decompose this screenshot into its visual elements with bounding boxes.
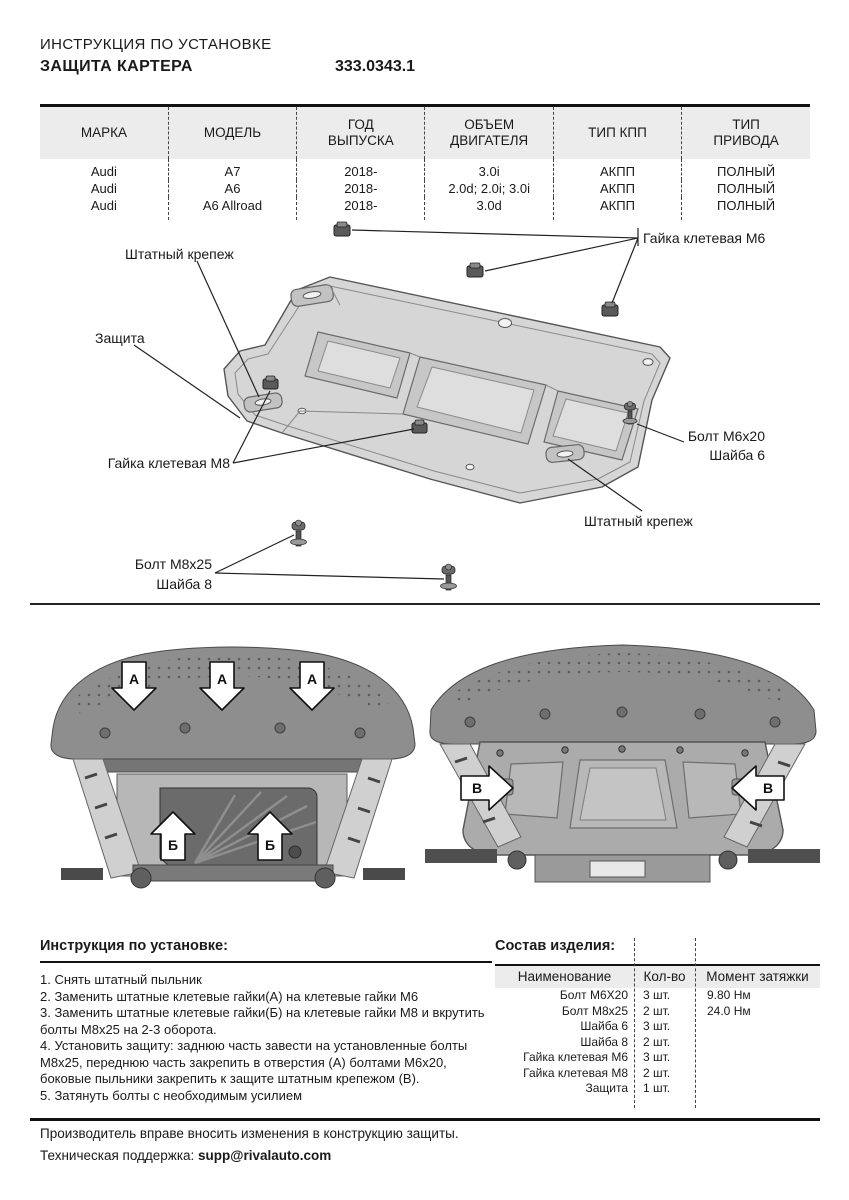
- label-washer-8: Шайба 8: [156, 576, 212, 592]
- skid-plate-drawing: [0, 215, 849, 607]
- cell-model: A6 Allroad: [168, 197, 296, 220]
- parts-heading: Состав изделия:: [495, 938, 616, 954]
- col-torque: Момент затяжки: [706, 969, 809, 984]
- support-email: supp@rivalauto.com: [198, 1148, 332, 1163]
- cell-year: 2018-: [297, 180, 425, 197]
- arrow-letter-v: В: [762, 780, 774, 796]
- col-drive: ТИП ПРИВОДА: [682, 107, 810, 159]
- label-bolt-m6x20: Болт М6х20: [687, 428, 765, 444]
- cell-drive: ПОЛНЫЙ: [682, 180, 810, 197]
- instruction-step: 4. Установить защиту: заднюю часть завести на установленные болты М8х25, переднюю часть закрепить в отверстия (А) болтами М6х20, боковые пыльники закрепить к защите штатным крепежом (В).: [40, 1038, 468, 1086]
- cell-gearbox: АКПП: [553, 159, 681, 180]
- label-washer-6: Шайба 6: [709, 447, 765, 463]
- instruction-step: 1. Снять штатный пыльник: [40, 972, 202, 987]
- document-title: ИНСТРУКЦИЯ ПО УСТАНОВКЕ: [40, 36, 272, 53]
- cage-nut-m6-icon: [467, 263, 483, 277]
- cell-drive: ПОЛНЫЙ: [682, 159, 810, 180]
- cell-gearbox: АКПП: [553, 197, 681, 220]
- cell-gearbox: АКПП: [553, 180, 681, 197]
- col-engine: ОБЪЕМ ДВИГАТЕЛЯ: [425, 107, 553, 159]
- footer-support: [40, 1148, 331, 1163]
- installation-instructions: [40, 938, 492, 1104]
- cell-engine: 2.0d; 2.0i; 3.0i: [425, 180, 553, 197]
- bolt-m8x25-icon: [441, 564, 457, 590]
- parts-list: [495, 938, 820, 1108]
- photo-underbody-before: [45, 628, 420, 898]
- parts-row: Гайка клетевая М6 3 шт.: [523, 1050, 671, 1064]
- col-brand: МАРКА: [40, 107, 168, 159]
- cell-engine: 3.0i: [425, 159, 553, 180]
- fitment-table: [40, 104, 810, 220]
- cell-drive: ПОЛНЫЙ: [682, 197, 810, 220]
- col-year: ГОД ВЫПУСКА: [297, 107, 425, 159]
- footer-disclaimer: Производитель вправе вносить изменения в конструкцию защиты.: [40, 1126, 459, 1141]
- label-factory-fastener-top: Штатный крепеж: [125, 246, 234, 262]
- fitment-header-row: [40, 107, 810, 159]
- col-model: МОДЕЛЬ: [168, 107, 296, 159]
- footer-support-label: Техническая поддержка:: [40, 1148, 199, 1163]
- cell-engine: 3.0d: [425, 197, 553, 220]
- parts-row: Шайба 8 2 шт.: [580, 1034, 671, 1049]
- arrow-letter-a: А: [128, 671, 140, 687]
- parts-row: Болт М6Х20 3 шт. 9.80 Нм: [559, 988, 751, 1002]
- instruction-step: 5. Затянуть болты с необходимым усилием: [40, 1087, 303, 1103]
- fitment-row: [40, 159, 810, 180]
- cage-nut-m6-icon: [602, 302, 618, 316]
- arrow-letter-b: Б: [167, 837, 179, 853]
- instruction-step: 3. Заменить штатные клетевые гайки(Б) на клетевые гайки М8 и вкрутить болты М8х25 на 2-3 оборота.: [40, 1005, 485, 1037]
- col-name: Наименование: [517, 969, 612, 984]
- col-gearbox: ТИП КПП: [553, 107, 681, 159]
- label-guard: Защита: [95, 330, 145, 346]
- cage-nut-m6-icon: [334, 222, 350, 236]
- cell-brand: Audi: [90, 198, 117, 213]
- instructions-heading: Инструкция по установке:: [40, 938, 492, 963]
- cell-model: A6: [168, 180, 296, 197]
- cell-year: 2018-: [297, 197, 425, 220]
- col-qty: Кол-во: [643, 969, 686, 984]
- instruction-step: 2. Заменить штатные клетевые гайки(А) на клетевые гайки М6: [40, 988, 419, 1004]
- bumper: [430, 645, 816, 744]
- cell-year: 2018-: [297, 159, 425, 180]
- section-divider: [30, 603, 820, 605]
- parts-row: Защита 1 шт.: [585, 1081, 671, 1095]
- parts-header-row: [495, 966, 820, 988]
- fitment-row: [40, 180, 810, 197]
- parts-row: Гайка клетевая М8 2 шт.: [523, 1065, 671, 1080]
- label-factory-fastener-bottom: Штатный крепеж: [584, 513, 693, 529]
- label-cage-nut-m6: Гайка клетевая М6: [643, 230, 766, 246]
- bolt-m8x25-icon: [291, 520, 307, 546]
- parts-row: Шайба 6 3 шт.: [580, 1019, 671, 1033]
- front-crossmember: [100, 759, 365, 772]
- label-cage-nut-m8: Гайка клетевая М8: [107, 455, 230, 471]
- arrow-letter-a: А: [306, 671, 318, 687]
- cell-brand: Audi: [90, 181, 117, 196]
- parts-column-divider: [634, 938, 635, 1108]
- arrow-letter-a: А: [216, 671, 228, 687]
- cell-brand: Audi: [90, 164, 117, 179]
- footer-divider: [30, 1118, 820, 1121]
- parts-table: [495, 964, 820, 1097]
- photo-underbody-installed: [425, 632, 820, 890]
- part-number: 333.0343.1: [335, 58, 416, 75]
- exploded-diagram: [0, 215, 849, 607]
- label-bolt-m8x25: Болт М8х25: [134, 556, 212, 572]
- arrow-letter-b: Б: [264, 837, 276, 853]
- cell-model: A7: [168, 159, 296, 180]
- product-name: ЗАЩИТА КАРТЕРА: [40, 58, 193, 75]
- parts-column-divider: [695, 938, 696, 1108]
- parts-row: Болт М8х25 2 шт. 24.0 Нм: [561, 1003, 751, 1018]
- arrow-letter-v: В: [471, 780, 483, 796]
